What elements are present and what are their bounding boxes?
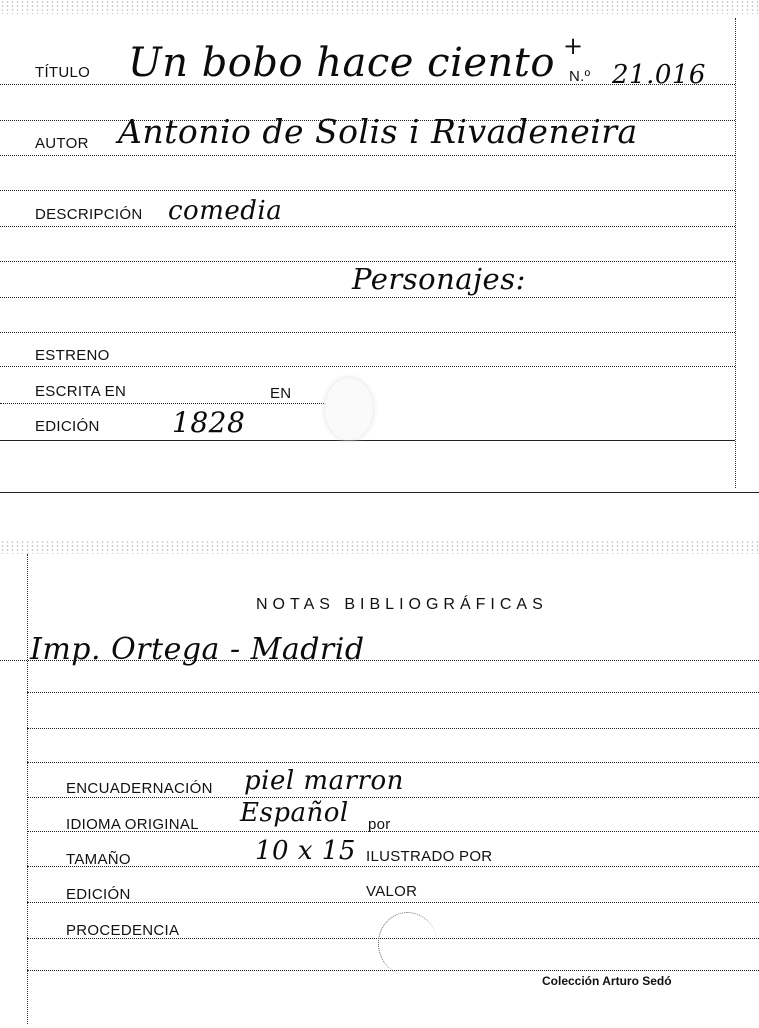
- rule-line: [0, 366, 735, 367]
- rule-line: [27, 692, 759, 693]
- rule-line: [27, 728, 759, 729]
- personajes-value: Personajes:: [352, 262, 526, 296]
- notas-value: Imp. Ortega - Madrid: [30, 632, 365, 667]
- scan-noise-top: [0, 0, 759, 14]
- encuadernacion-value: piel marron: [244, 766, 404, 796]
- rule-line: [27, 762, 759, 763]
- rule-line: [0, 332, 735, 333]
- rule-line: [0, 155, 735, 156]
- rule-line: [27, 797, 759, 798]
- rule-line: [0, 190, 735, 191]
- cross-mark: +: [563, 32, 584, 60]
- en-label: EN: [270, 385, 292, 402]
- tamano-label: TAMAÑO: [66, 851, 131, 868]
- card-left-edge: [27, 554, 28, 1024]
- ilustrado-label: ILUSTRADO POR: [366, 848, 493, 865]
- escrita-en-label: ESCRITA EN: [35, 383, 127, 400]
- rule-line: [0, 297, 735, 298]
- descripcion-value: comedia: [168, 196, 283, 226]
- paper-smudge: [378, 912, 437, 975]
- idioma-value: Español: [240, 798, 349, 828]
- card-bottom-edge: [0, 492, 759, 493]
- rule-line: [0, 226, 735, 227]
- autor-label: AUTOR: [35, 135, 89, 152]
- numero-label: N.º: [569, 68, 591, 85]
- card-right-edge: [735, 18, 736, 488]
- valor-label: VALOR: [366, 883, 418, 900]
- edicion-label-bottom: EDICIÓN: [66, 886, 131, 903]
- procedencia-label: PROCEDENCIA: [66, 922, 180, 939]
- catalog-card-bottom: [0, 540, 759, 1028]
- rule-line: [27, 866, 759, 867]
- notas-heading: NOTAS BIBLIOGRÁFICAS: [256, 596, 548, 613]
- paper-smudge: [325, 378, 373, 440]
- autor-value: Antonio de Solis i Rivadeneira: [118, 112, 638, 151]
- titulo-value: Un bobo hace ciento: [128, 40, 555, 86]
- rule-line: [0, 440, 735, 441]
- numero-value: 21.016: [612, 60, 706, 90]
- estreno-label: ESTRENO: [35, 347, 110, 364]
- scan-noise-bottom: [0, 540, 759, 554]
- edicion-value: 1828: [172, 406, 246, 439]
- descripcion-label: DESCRIPCIÓN: [35, 206, 143, 223]
- rule-line: [27, 902, 759, 903]
- idioma-label: IDIOMA ORIGINAL: [66, 816, 199, 833]
- rule-line: [0, 403, 330, 404]
- titulo-label: TÍTULO: [35, 64, 91, 81]
- encuadernacion-label: ENCUADERNACIÓN: [66, 780, 213, 797]
- collection-credit: Colección Arturo Sedó: [542, 974, 672, 988]
- tamano-value: 10 x 15: [255, 836, 356, 866]
- edicion-label: EDICIÓN: [35, 418, 100, 435]
- por-label: por: [368, 816, 391, 833]
- catalog-card-top: [0, 0, 759, 495]
